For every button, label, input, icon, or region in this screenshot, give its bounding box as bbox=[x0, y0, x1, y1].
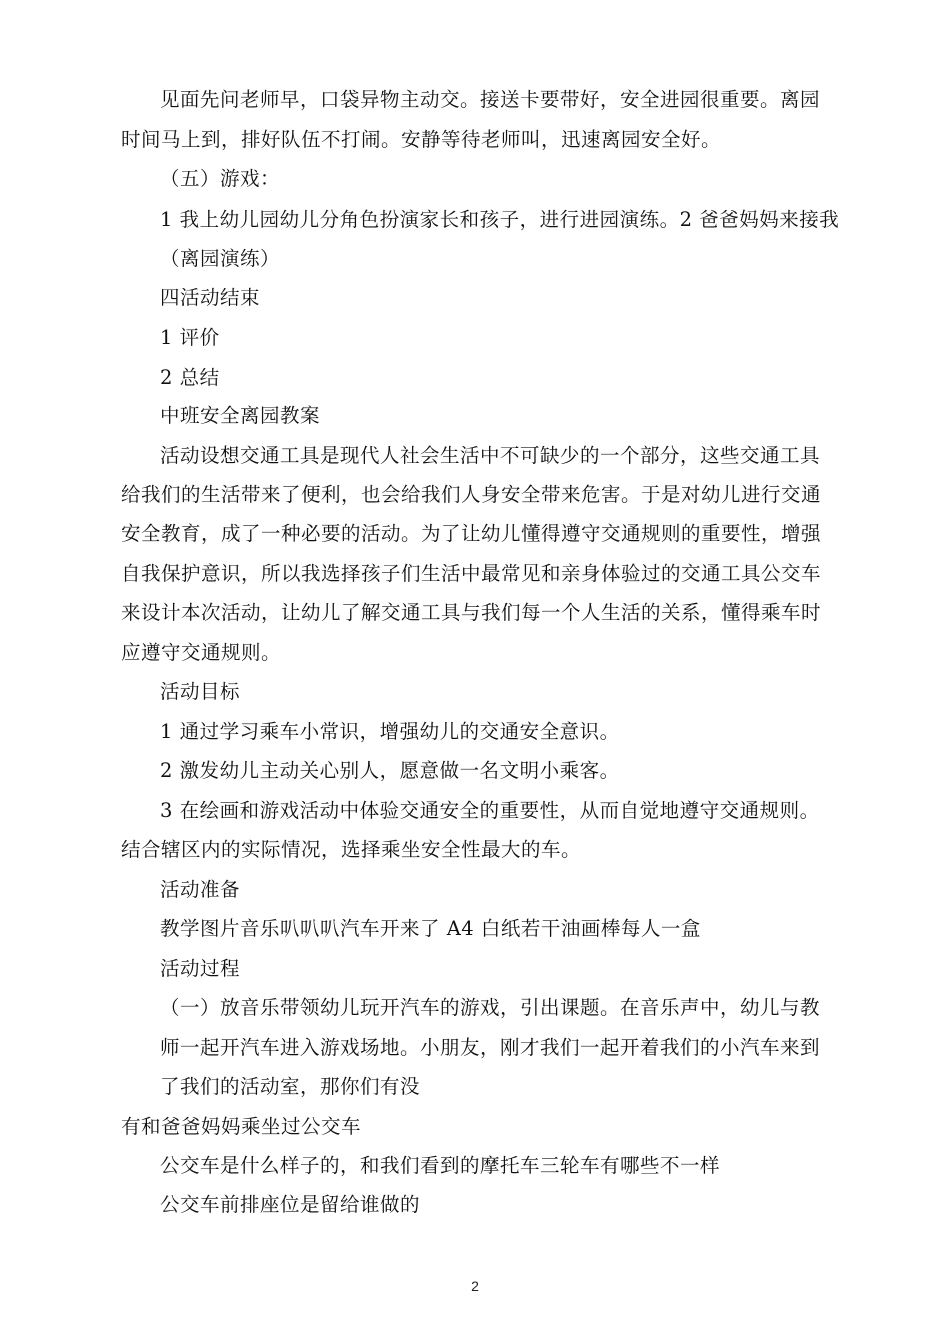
text-line: 公交车是什么样子的，和我们看到的摩托车三轮车有哪些不一样 bbox=[160, 1154, 721, 1177]
text-line: 自我保护意识，所以我选择孩子们生活中最常见和亲身体验过的交通工具公交车 bbox=[121, 562, 822, 585]
section-heading: （五）游戏： bbox=[160, 167, 281, 190]
section-heading: 活动准备 bbox=[160, 878, 241, 901]
text-line: 活动设想交通工具是现代人社会生活中不可缺少的一个部分，这些交通工具 bbox=[160, 444, 821, 467]
section-heading: 四活动结束 bbox=[160, 286, 261, 309]
section-heading: 活动目标 bbox=[160, 680, 241, 703]
text-line: 有和爸爸妈妈乘坐过公交车 bbox=[121, 1115, 362, 1138]
text-line: 来设计本次活动，让幼儿了解交通工具与我们每一个人生活的关系，懂得乘车时 bbox=[121, 601, 822, 624]
text-line: （离园演练） bbox=[160, 247, 281, 270]
list-item: 1 评价 bbox=[160, 326, 220, 349]
list-item: 2 总结 bbox=[160, 366, 220, 389]
text-line: 1 我上幼儿园幼儿分角色扮演家长和孩子，进行进园演练。2 爸爸妈妈来接我 bbox=[160, 208, 840, 231]
section-heading: 活动过程 bbox=[160, 957, 241, 980]
list-item: 3 在绘画和游戏活动中体验交通安全的重要性，从而自觉地遵守交通规则。 bbox=[160, 799, 820, 822]
text-line: 应遵守交通规则。 bbox=[121, 641, 282, 664]
text-line: 时间马上到，排好队伍不打闹。安静等待老师叫，迅速离园安全好。 bbox=[121, 128, 722, 151]
text-line: 给我们的生活带来了便利，也会给我们人身安全带来危害。于是对幼儿进行交通 bbox=[121, 483, 822, 506]
list-item: 1 通过学习乘车小常识，增强幼儿的交通安全意识。 bbox=[160, 720, 620, 743]
text-line: 结合辖区内的实际情况，选择乘坐安全性最大的车。 bbox=[121, 838, 582, 861]
text-line: 安全教育，成了一种必要的活动。为了让幼儿懂得遵守交通规则的重要性，增强 bbox=[121, 522, 822, 545]
document-title: 中班安全离园教案 bbox=[160, 404, 321, 427]
text-line: 见面先问老师早，口袋异物主动交。接送卡要带好，安全进园很重要。离园 bbox=[160, 88, 821, 111]
text-line: 教学图片音乐叭叭叭汽车开来了 A4 白纸若干油画棒每人一盒 bbox=[160, 917, 701, 940]
text-line: 了我们的活动室，那你们有没 bbox=[160, 1075, 421, 1098]
list-item: 2 激发幼儿主动关心别人，愿意做一名文明小乘客。 bbox=[160, 759, 620, 782]
text-line: （一）放音乐带领幼儿玩开汽车的游戏，引出课题。在音乐声中，幼儿与教 bbox=[160, 996, 821, 1019]
text-line: 公交车前排座位是留给谁做的 bbox=[160, 1193, 421, 1216]
text-line: 师一起开汽车进入游戏场地。小朋友，刚才我们一起开着我们的小汽车来到 bbox=[160, 1036, 821, 1059]
page-number: 2 bbox=[471, 1278, 479, 1294]
